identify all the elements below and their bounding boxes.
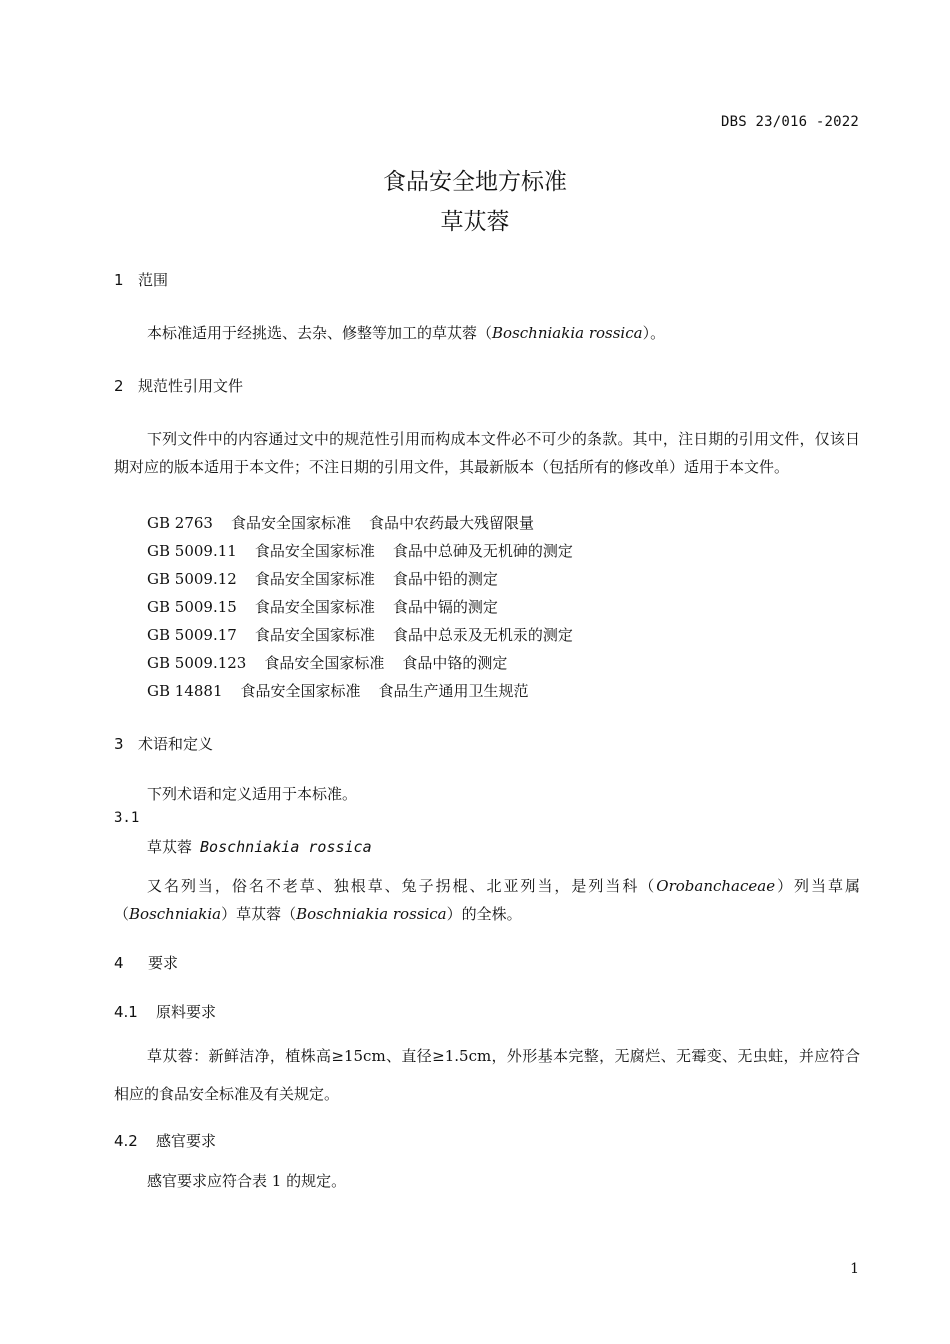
subsection-3-1-number: 3.1 <box>114 810 140 826</box>
latin-name: Boschniakia <box>129 905 222 923</box>
section-number: 4 <box>114 954 124 972</box>
subsection-4-2-heading <box>114 1131 216 1151</box>
ref-code: GB 5009.12 <box>147 570 237 588</box>
section-title: 规范性引用文件 <box>138 377 244 395</box>
section-1-heading <box>114 270 168 290</box>
reference-item <box>147 513 534 533</box>
section-title: 范围 <box>138 271 169 289</box>
ref-subject: 食品中总砷及无机砷的测定 <box>392 542 573 560</box>
ref-subject: 食品生产通用卫生规范 <box>378 682 529 700</box>
ref-title: 食品安全国家标准 <box>254 598 375 616</box>
section-number: 3 <box>114 735 124 753</box>
document-code: DBS 23/016 -2022 <box>720 114 859 130</box>
subsection-title: 原料要求 <box>156 1003 217 1021</box>
ref-subject: 食品中镉的测定 <box>392 598 498 616</box>
section-number: 1 <box>114 271 124 289</box>
ref-code: GB 5009.17 <box>147 626 237 644</box>
ref-code: GB 5009.15 <box>147 598 237 616</box>
ref-title: 食品安全国家标准 <box>264 654 385 672</box>
ref-title: 食品安全国家标准 <box>254 626 375 644</box>
term-entry <box>147 837 372 857</box>
reference-item <box>147 569 498 589</box>
latin-name: Orobanchaceae <box>656 877 776 895</box>
ref-code: GB 14881 <box>147 682 223 700</box>
document-title: 食品安全地方标准 <box>383 169 567 195</box>
ref-code: GB 2763 <box>147 514 213 532</box>
subsection-number: 4.2 <box>114 1132 138 1150</box>
term-definition <box>114 872 860 928</box>
section-title: 要求 <box>148 954 179 972</box>
text-segment: ）。 <box>642 324 666 342</box>
section-number: 2 <box>114 377 124 395</box>
subsection-number: 4.1 <box>114 1003 138 1021</box>
subsection-4-1-heading <box>114 1002 216 1022</box>
section-3-heading <box>114 734 213 754</box>
ref-subject: 食品中总汞及无机汞的测定 <box>392 626 573 644</box>
text-segment: 本标准适用于经挑选、去杂、修整等加工的草苁蓉（ <box>147 324 493 342</box>
section-3-intro: 下列术语和定义适用于本标准。 <box>147 785 358 803</box>
ref-subject: 食品中农药最大残留限量 <box>368 514 534 532</box>
reference-item <box>147 653 507 673</box>
ref-code: GB 5009.123 <box>147 654 247 672</box>
text-segment: 又名列当，俗名不老草、独根草、兔子拐棍、北亚列当，是列当科（ <box>147 877 657 895</box>
reference-item <box>147 597 498 617</box>
text-segment: ）草苁蓉（ <box>221 905 297 923</box>
reference-item <box>147 681 529 701</box>
ref-title: 食品安全国家标准 <box>254 570 375 588</box>
ref-title: 食品安全国家标准 <box>240 682 361 700</box>
subsection-title: 感官要求 <box>156 1132 217 1150</box>
text-segment: ）的全株。 <box>446 905 522 923</box>
latin-name: Boschniakia rossica <box>492 324 643 342</box>
page-number: 1 <box>850 1261 859 1277</box>
ref-title: 食品安全国家标准 <box>254 542 375 560</box>
subsection-4-1-text: 草苁蓉：新鲜洁净，植株高≥15cm、直径≥1.5cm，外形基本完整，无腐烂、无霉变、无虫蛀，并应符合相应的食品安全标准及有关规定。 <box>114 1047 860 1103</box>
ref-subject: 食品中铅的测定 <box>392 570 498 588</box>
section-title: 术语和定义 <box>138 735 214 753</box>
reference-item <box>147 625 573 645</box>
section-2-intro: 下列文件中的内容通过文中的规范性引用而构成本文件必不可少的条款。其中，注日期的引用文件，仅该日期对应的版本适用于本文件；不注日期的引用文件，其最新版本（包括所有的修改单）适用于本文件。 <box>114 430 860 476</box>
ref-code: GB 5009.11 <box>147 542 237 560</box>
latin-name: Boschniakia rossica <box>296 905 447 923</box>
section-2-heading <box>114 376 243 396</box>
text-segment: ）列当草属（ <box>114 877 860 923</box>
subsection-4-2-text: 感官要求应符合表 1 的规定。 <box>147 1172 347 1190</box>
reference-item <box>147 541 573 561</box>
section-4-heading <box>114 953 178 973</box>
ref-subject: 食品中铬的测定 <box>402 654 508 672</box>
term-latin: Boschniakia rossica <box>200 838 372 856</box>
section-1-text <box>114 319 860 347</box>
ref-title: 食品安全国家标准 <box>230 514 351 532</box>
term-chinese: 草苁蓉 <box>147 838 193 856</box>
document-subtitle: 草苁蓉 <box>440 209 510 235</box>
